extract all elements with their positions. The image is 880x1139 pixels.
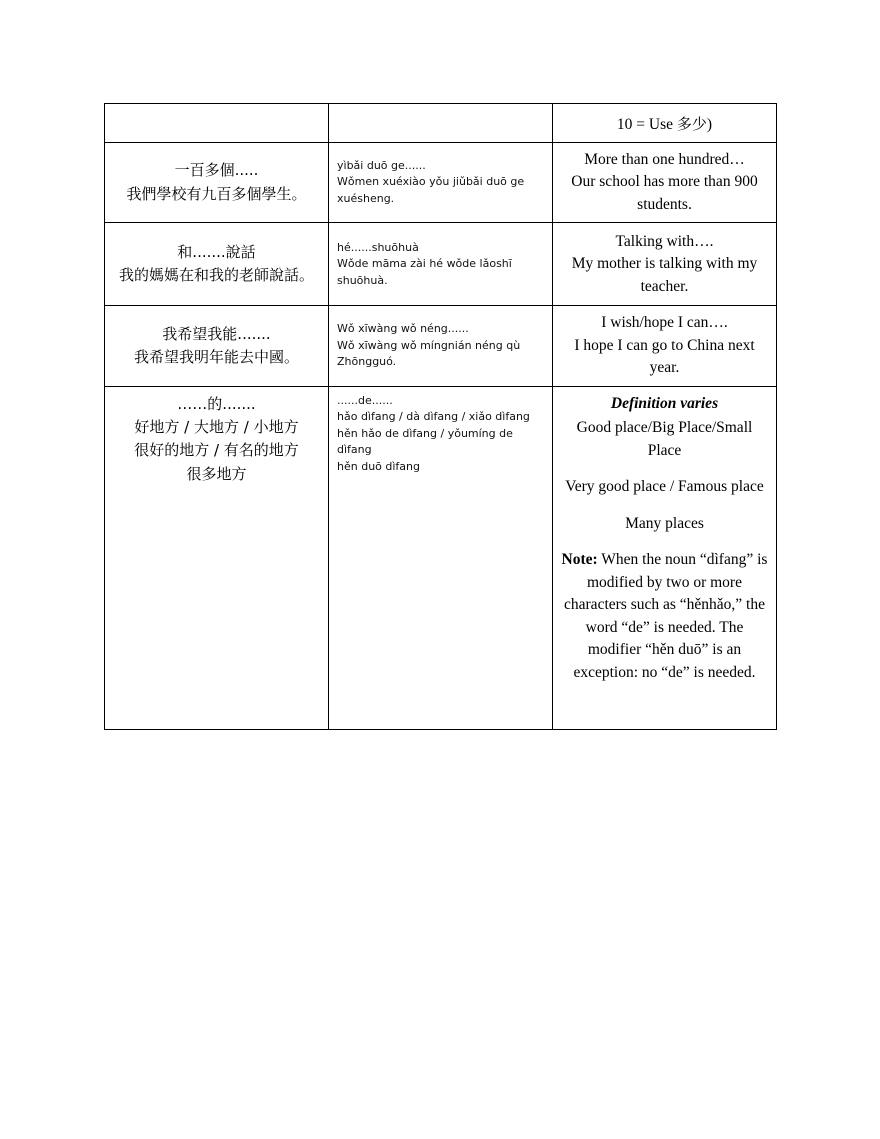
row4-pinyin-line1: ......de...... xyxy=(337,393,393,407)
row4-english-paragraph2: Many places xyxy=(625,514,704,532)
row4-pinyin-line3: hěn hǎo de dìfang / yǒumíng de dìfang xyxy=(337,426,513,457)
row2-english-line2: My mother is talking with my teacher. xyxy=(571,255,758,295)
row3-chinese xyxy=(105,306,329,386)
row2-chinese-line2: 我的媽媽在和我的老師說話。 xyxy=(118,266,314,285)
row1-chinese-line1: 一百多個..... xyxy=(174,161,259,180)
row3-chinese-line2: 我希望我明年能去中國。 xyxy=(133,348,299,367)
header-english-suffix: ) xyxy=(706,115,713,133)
row3-pinyin-line1: Wǒ xīwàng wǒ néng...... xyxy=(337,322,469,336)
row4-chinese xyxy=(105,386,329,729)
row3-pinyin xyxy=(329,306,553,386)
header-english-prefix: 10 = Use xyxy=(616,115,677,133)
grammar-patterns-table xyxy=(104,103,777,730)
row2-pinyin xyxy=(329,223,553,306)
row2-english xyxy=(553,223,777,306)
table-row xyxy=(105,386,777,729)
row3-english-line1: I wish/hope I can…. xyxy=(601,314,728,332)
row2-chinese xyxy=(105,223,329,306)
table-row xyxy=(105,306,777,386)
table-row xyxy=(105,143,777,223)
row2-english-line1: Talking with…. xyxy=(615,232,714,250)
row4-chinese-line1: ……的....... xyxy=(177,394,256,413)
header-cell-pinyin xyxy=(329,104,553,143)
row3-english xyxy=(553,306,777,386)
row1-english xyxy=(553,143,777,223)
row1-chinese xyxy=(105,143,329,223)
header-english-cjk: 多少 xyxy=(676,114,707,133)
row4-english-line1: Good place/Big Place/Small Place xyxy=(576,419,753,459)
row2-pinyin-line1: hé......shuōhuà xyxy=(337,240,419,254)
row3-english-line2: I hope I can go to China next year. xyxy=(574,336,755,377)
row4-pinyin-line4: hěn duō dìfang xyxy=(337,459,420,473)
row4-english-note xyxy=(561,549,768,684)
row3-chinese-line1: 我希望我能....... xyxy=(162,324,271,343)
row1-pinyin-line2: Wǒmen xuéxiào yǒu jiǔbǎi duō ge xuésheng. xyxy=(337,175,525,205)
row4-chinese-line4: 很多地方 xyxy=(186,464,247,483)
row4-note-text: When the noun “dìfang” is modified by two or more characters such as “hěnhǎo,” the word “de” is needed. The modifier “hěn duō” is an exception: no “de” is needed. xyxy=(564,551,768,681)
row4-pinyin-line2: hǎo dìfang / dà dìfang / xiǎo dìfang xyxy=(337,410,530,424)
header-cell-english xyxy=(553,104,777,143)
row1-english-line1: More than one hundred… xyxy=(584,151,745,168)
row4-note-label: Note: xyxy=(561,551,598,569)
row1-english-line2: Our school has more than 900 students. xyxy=(571,173,758,213)
row1-pinyin xyxy=(329,143,553,223)
table-row xyxy=(105,223,777,306)
row2-pinyin-line2: Wǒde māma zài hé wǒde lǎoshī shuōhuà. xyxy=(337,257,512,287)
row4-chinese-line3: 很好的地方 / 有名的地方 xyxy=(134,441,299,460)
row1-chinese-line2: 我們學校有九百多個學生。 xyxy=(126,184,307,203)
row4-pinyin xyxy=(329,386,553,729)
row3-pinyin-line2: Wǒ xīwàng wǒ míngnián néng qù Zhōngguó. xyxy=(337,338,521,369)
row4-english-heading: Definition varies xyxy=(610,394,719,412)
header-cell-chinese xyxy=(105,104,329,143)
row2-chinese-line1: 和.......說話 xyxy=(177,243,256,262)
row1-pinyin-line1: yìbǎi duō ge...... xyxy=(337,158,426,172)
row4-english-paragraph1: Very good place / Famous place xyxy=(565,478,764,496)
table-header-row xyxy=(105,104,777,143)
row4-chinese-line2: 好地方 / 大地方 / 小地方 xyxy=(134,418,299,437)
row4-english xyxy=(553,386,777,729)
